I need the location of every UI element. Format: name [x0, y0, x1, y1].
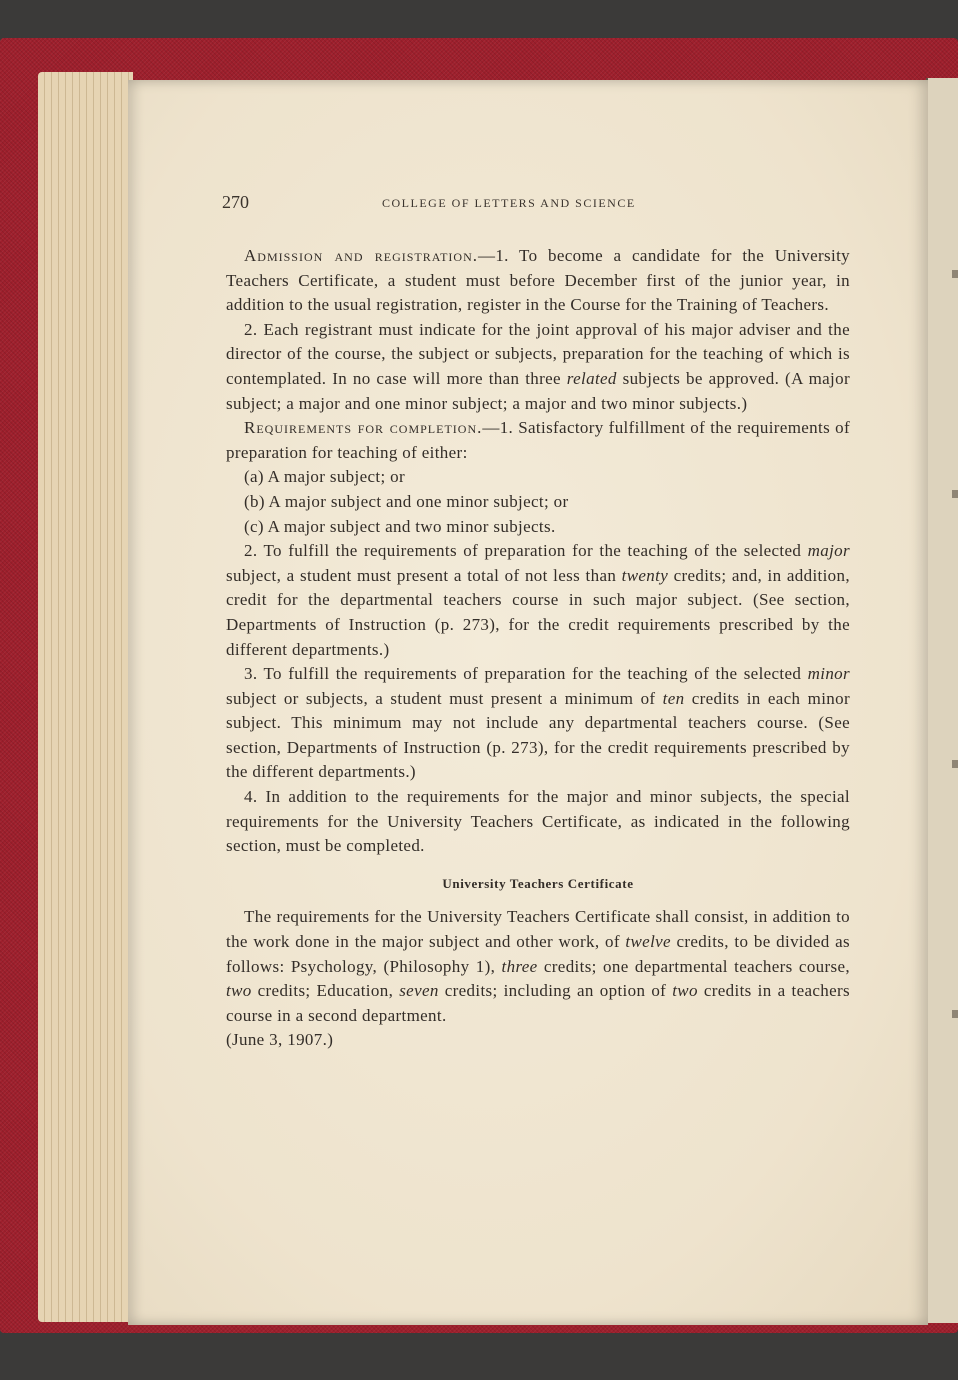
paragraph-text: —1. To become a candidate for the University Teachers Certificate, a student must before December first of the junior year, in addition to the usual registration, register in the Course for the Training of Teachers.	[226, 246, 850, 315]
paragraph-text: credits in a teachers course in a second department.	[226, 981, 850, 1025]
paragraph-text: credits; Education,	[251, 981, 400, 1001]
paragraph-text: credits, to be divided as follows: Psychology, (Philosophy 1),	[226, 932, 850, 976]
paragraph-text: credits; and, in addition, credit for the departmental teachers course in such major subject. (See section, Departments of Instruction (p. 273), for the credit requirements prescribed by the different departments.)	[226, 565, 850, 659]
date-line: (June 3, 1907.)	[226, 1030, 334, 1050]
section-heading: Requirements for completion.	[244, 418, 483, 438]
paragraph-text: The requirements for the University Teachers Certificate shall consist, in addition to the work done in the major subject and other work, of	[226, 907, 850, 952]
paragraph	[226, 416, 850, 465]
list-item: (a) A major subject; or	[244, 467, 406, 487]
paragraph-text: credits; including an option of	[438, 981, 673, 1001]
paragraph-text: subjects be approved. (A major subject; a major and one minor subject; a major and two minor subjects.)	[226, 368, 850, 413]
emphasis: two	[672, 981, 698, 1001]
list-item: (b) A major subject and one minor subject; or	[244, 491, 569, 511]
section-title: University Teachers Certificate	[442, 875, 634, 891]
facing-page-mark	[952, 270, 958, 278]
paragraph	[226, 539, 850, 662]
paragraph-text: credits; one departmental teachers course,	[537, 956, 850, 976]
page-header	[222, 192, 852, 216]
facing-page-mark	[952, 1010, 958, 1018]
emphasis: related	[566, 368, 617, 388]
emphasis: three	[501, 956, 538, 976]
paragraph: 4. In addition to the requirements for the major and minor subjects, the special requirements for the University Teachers Certificate, as indicated in the following section, must be completed.	[226, 787, 850, 856]
page-body	[226, 244, 850, 1053]
facing-page-edge	[926, 78, 958, 1323]
paragraph-text: 2. To fulfill the requirements of preparation for the teaching of the selected	[244, 541, 808, 561]
list-item: (c) A major subject and two minor subjects.	[244, 516, 556, 536]
paragraph	[226, 244, 850, 318]
paragraph	[226, 318, 850, 416]
running-head: COLLEGE OF LETTERS AND SCIENCE	[382, 196, 636, 210]
page-number: 270	[222, 192, 249, 212]
facing-page-mark	[952, 490, 958, 498]
emphasis: minor	[807, 664, 850, 684]
paragraph	[226, 905, 850, 1028]
paragraph-text: credits in each minor subject. This minimum may not include any departmental teachers course. (See section, Departments of Instruction (p. 273), for the credit requirements prescribed by the different departments.)	[226, 688, 850, 782]
paragraph	[226, 662, 850, 785]
section-heading: Admission and registration.	[244, 246, 478, 265]
paragraph-text: 3. To fulfill the requirements of preparation for the teaching of the selected	[244, 664, 808, 684]
facing-page-mark	[952, 760, 958, 768]
emphasis: twelve	[625, 932, 671, 952]
page-edges	[38, 72, 133, 1322]
emphasis: two	[226, 981, 252, 1001]
emphasis: seven	[399, 981, 439, 1001]
paragraph-text: subject, a student must present a total of not less than	[226, 565, 622, 585]
emphasis: twenty	[621, 565, 669, 585]
paragraph-text: subject or subjects, a student must present a minimum of	[226, 688, 663, 708]
paragraph-text: —1. Satisfactory fulfillment of the requirements of preparation for teaching of either:	[226, 418, 850, 462]
emphasis: ten	[662, 688, 685, 708]
paragraph-text: 2. Each registrant must indicate for the joint approval of his major adviser and the director of the course, the subject or subjects, preparation for the teaching of which is contemplated. In no case will more than three	[226, 319, 850, 388]
emphasis: major	[807, 541, 850, 561]
